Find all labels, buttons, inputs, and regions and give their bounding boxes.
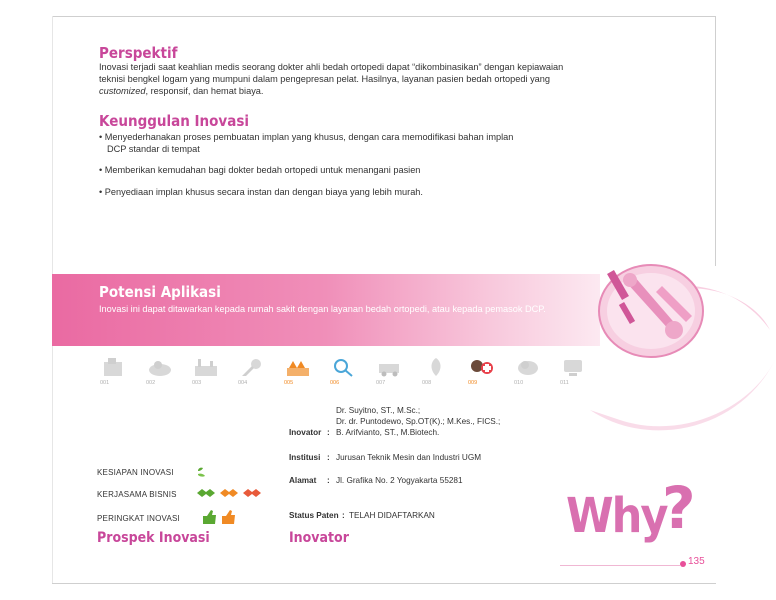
health-icon <box>468 356 496 378</box>
perspektif-italic-word: customized <box>99 86 146 96</box>
handshake-icon <box>197 489 215 497</box>
handshake-icon <box>243 489 261 497</box>
sector-002-number: 002 <box>146 380 156 386</box>
keunggulan-bullet-1-line-1: • Menyederhanakan proses pembuatan implan yang khusus, dengan cara memodifikasi bahan implan <box>99 132 514 142</box>
page-number: 135 <box>688 556 705 567</box>
research-icon <box>330 356 358 378</box>
page-number-dot <box>680 561 686 567</box>
perspektif-line-1: Inovasi terjadi saat keahlian medis seorang dokter ahli bedah ortopedi dapat “dikombinasikan” dengan kepiawaian <box>99 62 564 72</box>
inovator-colon: : <box>327 428 330 437</box>
bone-implant-illustration <box>596 262 706 360</box>
potensi-band <box>52 274 600 346</box>
sector-010 <box>510 356 550 390</box>
inovator-label: Inovator <box>289 428 322 437</box>
sector-003 <box>188 356 228 390</box>
inovator-name-3: B. Arifvianto, ST., M.Biotech. <box>336 428 440 437</box>
frame-bottom-rule <box>52 583 716 584</box>
status-paten-value: TELAH DIDAFTARKAN <box>349 511 435 520</box>
inovator-name-1: Dr. Suyitno, ST., M.Sc.; <box>336 406 421 415</box>
sector-010-number: 010 <box>514 380 524 386</box>
why-word: Why <box>566 488 667 544</box>
sector-005-number: 005 <box>284 380 294 386</box>
prospek-title: Prospek Inovasi <box>97 530 210 546</box>
seedling-icon <box>194 465 208 479</box>
frame-top-rule <box>52 16 716 17</box>
sector-011 <box>556 356 596 390</box>
energy-icon <box>238 356 266 378</box>
institusi-colon: : <box>327 453 330 462</box>
thumbs-up-icons <box>202 509 238 525</box>
frame-right-rule <box>715 16 716 266</box>
sector-002 <box>142 356 182 390</box>
sector-006-number: 006 <box>330 380 340 386</box>
sector-009-number: 009 <box>468 380 478 386</box>
building-icon <box>100 356 128 378</box>
ict-icon <box>560 356 588 378</box>
kesiapan-label: KESIAPAN INOVASI <box>97 468 174 477</box>
food-icon <box>146 356 174 378</box>
alamat-colon: : <box>327 476 330 485</box>
kerjasama-label: KERJASAMA BISNIS <box>97 490 177 499</box>
handshake-icons <box>196 487 264 499</box>
keunggulan-bullet-2: • Memberikan kemudahan bagi dokter bedah ortopedi untuk menangani pasien <box>99 165 421 175</box>
keunggulan-bullet-3: • Penyediaan implan khusus secara instan dan dengan biaya yang lebih murah. <box>99 187 423 197</box>
keunggulan-title: Keunggulan Inovasi <box>99 112 249 130</box>
transport-icon <box>376 356 404 378</box>
environment-icon <box>514 356 542 378</box>
perspektif-line-3 <box>99 86 263 98</box>
sector-006 <box>326 356 366 390</box>
thumbs-up-icon <box>222 510 235 524</box>
peringkat-label: PERINGKAT INOVASI <box>97 514 180 523</box>
industry-icon <box>284 356 312 378</box>
sector-009 <box>464 356 504 390</box>
perspektif-line-2: teknisi bengkel logam yang mumpuni dalam pengepresan pelat. Hasilnya, layanan pasien bedah ortopedi yang <box>99 74 550 84</box>
factory-icon <box>192 356 220 378</box>
why-question-mark: ? <box>662 474 696 542</box>
perspektif-line-3-rest: , responsif, dan hemat biaya. <box>145 86 264 96</box>
perspektif-title: Perspektif <box>99 44 178 62</box>
sector-007 <box>372 356 412 390</box>
sector-008 <box>418 356 458 390</box>
agriculture-icon <box>422 356 450 378</box>
keunggulan-bullet-1-line-2: DCP standar di tempat <box>107 144 200 154</box>
sector-004-number: 004 <box>238 380 248 386</box>
inovator-section-title: Inovator <box>289 530 349 546</box>
sector-007-number: 007 <box>376 380 386 386</box>
handshake-icon <box>220 489 238 497</box>
sector-001-number: 001 <box>100 380 110 386</box>
alamat-label: Alamat <box>289 476 317 485</box>
sector-011-number: 011 <box>560 380 569 386</box>
alamat-value: Jl. Grafika No. 2 Yogyakarta 55281 <box>336 476 463 485</box>
status-colon: : <box>342 511 345 520</box>
institusi-label: Institusi <box>289 453 321 462</box>
status-paten-label: Status Paten <box>289 511 339 520</box>
potensi-description: Inovasi ini dapat ditawarkan kepada rumah sakit dengan layanan bedah ortopedi, atau kepada pemasok DCP. <box>99 304 546 314</box>
sector-003-number: 003 <box>192 380 202 386</box>
thumbs-up-icon <box>203 510 216 524</box>
potensi-title: Potensi Aplikasi <box>99 283 221 301</box>
institusi-value: Jurusan Teknik Mesin dan Industri UGM <box>336 453 482 462</box>
sector-005 <box>280 356 320 390</box>
page-number-rule <box>560 565 680 566</box>
sector-001 <box>96 356 136 390</box>
sector-008-number: 008 <box>422 380 432 386</box>
sector-004 <box>234 356 274 390</box>
inovator-name-2: Dr. dr. Puntodewo, Sp.OT(K).; M.Kes., FICS.; <box>336 417 501 426</box>
sector-icon-row <box>96 356 596 390</box>
